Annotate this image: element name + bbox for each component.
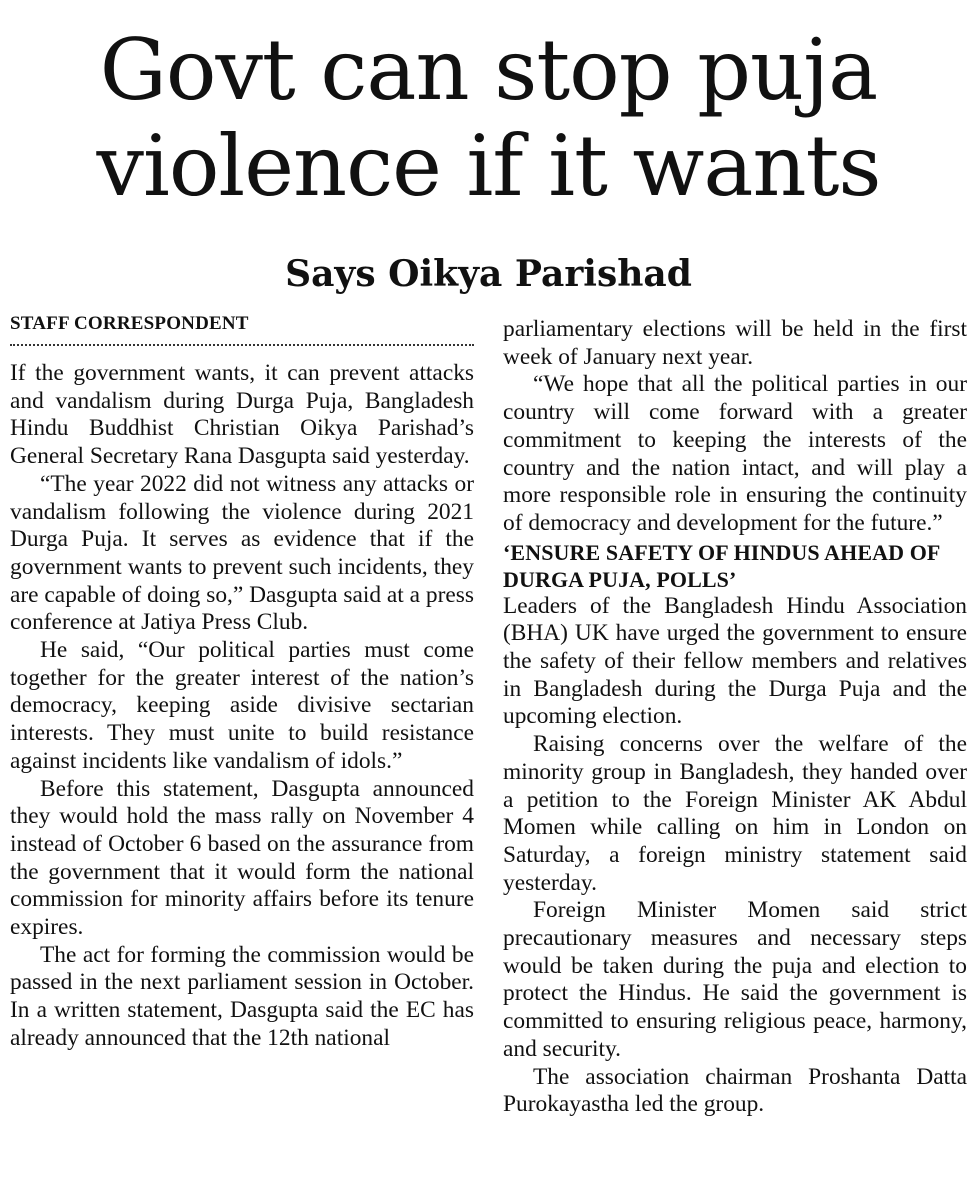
left-column xyxy=(10,312,474,1053)
right-column xyxy=(503,316,967,1119)
article-paragraph: Raising concerns over the welfare of the minority group in Bangladesh, they handed over a petition to the Foreign Minister AK Abdul Momen while calling on him in London on Saturday, a foreign ministry statement said yesterday. xyxy=(503,731,967,896)
quote-paragraph: “We hope that all the political parties in our country will come forward with a greater commitment to keeping the interests of the country and the nation intact, and will play a more responsible role in ensuring the continuity of democracy and development for the future.” xyxy=(503,371,967,536)
article-paragraph: If the government wants, it can prevent attacks and vandalism during Durga Puja, Bangladesh Hindu Buddhist Christian Oikya Parishad’s General Secretary Rana Dasgupta said yesterday. xyxy=(10,360,474,470)
article-paragraph: The association chairman Proshanta Datta Purokayastha led the group. xyxy=(503,1063,967,1118)
headline-line-2: violence if it wants xyxy=(96,117,881,215)
section-crosshead: ‘ENSURE SAFETY OF HINDUS AHEAD OF DURGA PUJA, POLLS’ xyxy=(503,539,940,592)
article-paragraph: Leaders of the Bangladesh Hindu Association (BHA) UK have urged the government to ensure the safety of their fellow members and relatives in Bangladesh during the Durga Puja and the upcoming election. xyxy=(503,592,967,730)
article-paragraph: Before this statement, Dasgupta announced they would hold the mass rally on November 4 instead of October 6 based on the assurance from the government that it would form the national commission for minority affairs before its tenure expires. xyxy=(10,775,474,941)
subheadline: Says Oikya Parishad xyxy=(285,253,692,295)
headline xyxy=(0,22,977,214)
byline: STAFF CORRESPONDENT xyxy=(10,312,474,346)
article-paragraph: Foreign Minister Momen said strict precautionary measures and necessary steps would be taken during the puja and election to protect the Hindus. He said the government is committed to ensuring religious peace, harmony, and security. xyxy=(503,897,967,1062)
article-paragraph: The act for forming the commission would be passed in the next parliament session in October. In a written statement, Dasgupta said the EC has already announced that the 12th national xyxy=(10,941,474,1051)
article-paragraph: He said, “Our political parties must come together for the greater interest of the nation’s democracy, keeping aside divisive sectarian interests. They must unite to build resistance against incidents like vandalism of idols.” xyxy=(10,637,474,774)
headline-line-1: Govt can stop puja xyxy=(99,21,878,119)
article-paragraph-continuation: parliamentary elections will be held in the first week of January next year. xyxy=(503,316,967,370)
article-paragraph: “The year 2022 did not witness any attacks or vandalism following the violence during 2021 Durga Puja. It serves as evidence that if the government wants to prevent such incidents, they are capable of doing so,” Dasgupta said at a press conference at Jatiya Press Club. xyxy=(10,470,474,636)
